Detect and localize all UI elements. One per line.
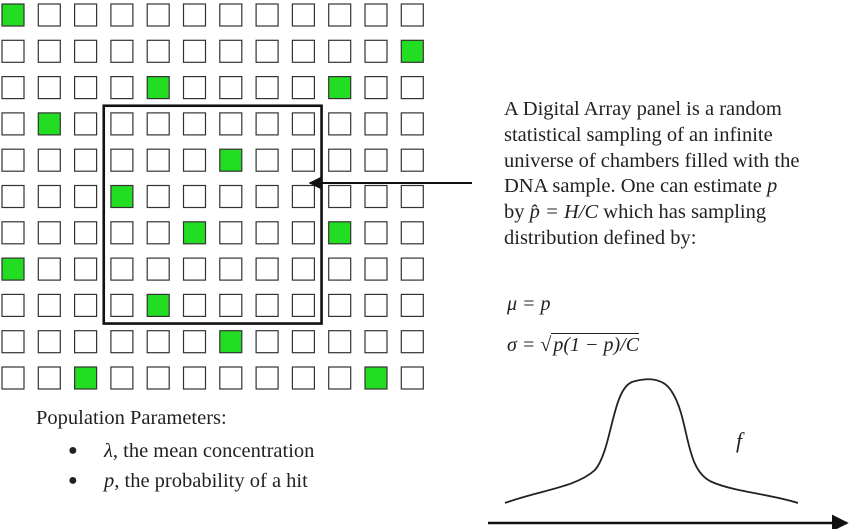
description-line-6: distribution defined by: (504, 226, 697, 249)
estimator-formula: p̂ = H/C (529, 201, 599, 224)
description-line-5: by p̂ = H/C which has sampling (504, 201, 767, 224)
population-item-p: ● p, the probability of a hit (68, 466, 314, 496)
description-line-1: A Digital Array panel is a random (504, 98, 782, 120)
population-item-lambda: ● λ, the mean concentration (68, 436, 314, 466)
sigma-radicand: p(1 − p)/C (553, 334, 640, 356)
distribution-curve (505, 379, 798, 503)
bullet-icon: ● (68, 442, 78, 459)
estimate-variable: p (767, 175, 778, 198)
population-title: Population Parameters: (36, 407, 227, 429)
mean-formula: μ = p (507, 293, 551, 315)
description-line-3: universe of chambers filled with the (504, 149, 800, 172)
sigma-formula: σ = √ p(1 − p)/C (507, 334, 640, 356)
population-list (68, 436, 314, 496)
description-text (504, 97, 850, 252)
curve-label: f (736, 428, 743, 453)
bullet-icon: ● (68, 472, 78, 489)
description-line-4: DNA sample. One can estimate p (504, 175, 778, 198)
description-line-2: statistical sampling of an infinite (504, 123, 773, 146)
